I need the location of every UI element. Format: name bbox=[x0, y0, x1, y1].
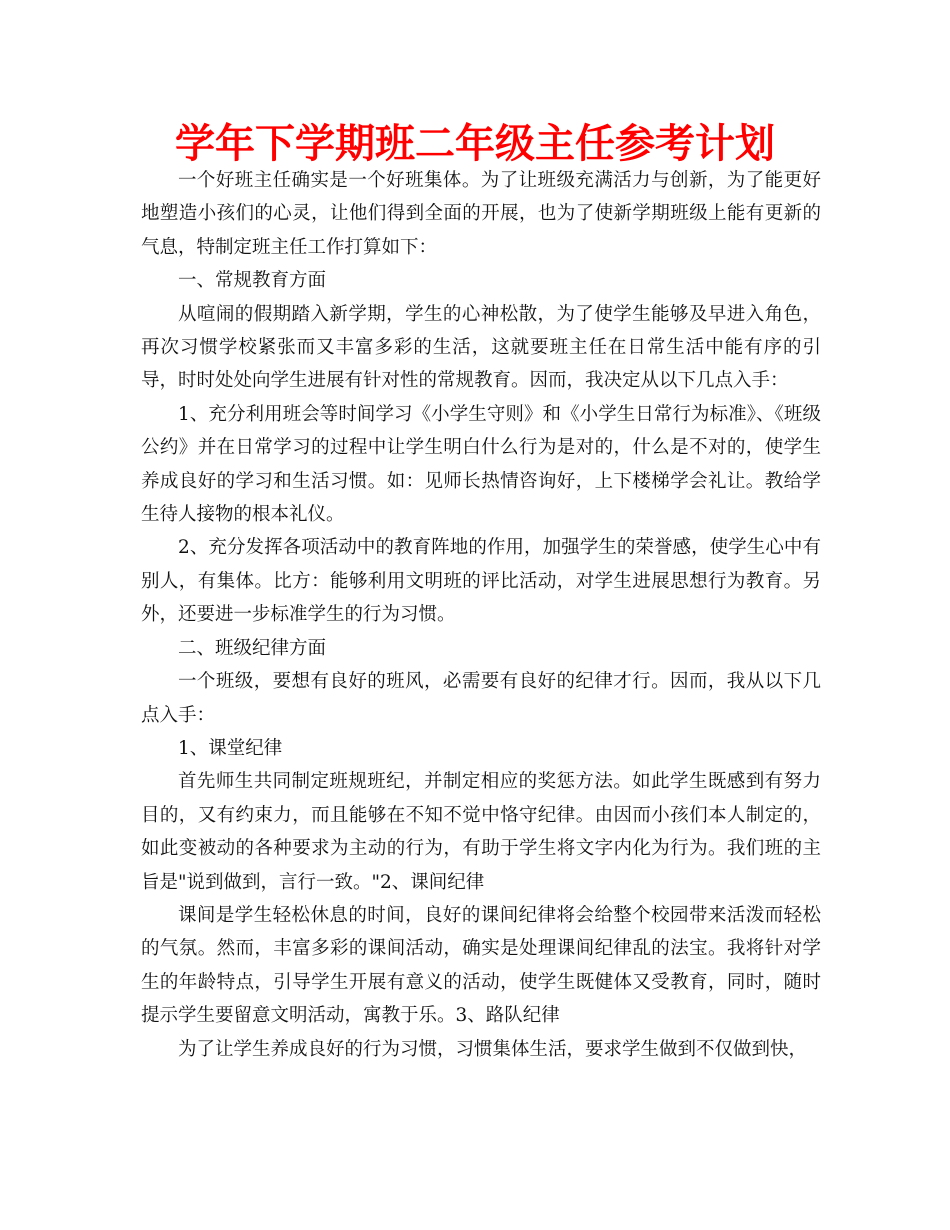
heading-routine-education: 一、常规教育方面 bbox=[178, 270, 327, 292]
paragraph-classroom-discipline: 首先师生共同制定班规班纪，并制定相应的奖惩方法。如此学生既感到有努力目的，又有约束力，而且能够在不知不觉中恪守纪律。由因而小孩们本人制定的，如此变被动的各种要求为主动的行为，有助于学生将文字内化为行为。我们班的主旨是"说到做到，言行一致。"2、课间纪律 bbox=[141, 771, 821, 893]
document-body bbox=[141, 164, 821, 1066]
paragraph-routine-item-2: 2、充分发挥各项活动中的教育阵地的作用，加强学生的荣誉感，使学生心中有别人，有集体。比方：能够利用文明班的评比活动，对学生进展思想行为教育。另外，还要进一步标准学生的行为习惯。 bbox=[141, 537, 821, 626]
paragraph-class-discipline: 一个班级，要想有良好的班风，必需要有良好的纪律才行。因而，我从以下几点入手： bbox=[141, 671, 821, 726]
paragraph-intro: 一个好班主任确实是一个好班集体。为了让班级充满活力与创新，为了能更好地塑造小孩们的心灵，让他们得到全面的开展，也为了使新学期班级上能有更新的气息，特制定班主任工作打算如下： bbox=[141, 170, 821, 258]
paragraph-queue-discipline: 为了让学生养成良好的行为习惯，习惯集体生活，要求学生做到不仅做到快， bbox=[178, 1038, 808, 1060]
heading-class-discipline: 二、班级纪律方面 bbox=[178, 637, 327, 659]
heading-classroom-discipline: 1、课堂纪律 bbox=[178, 737, 283, 759]
paragraph-routine-education: 从喧闹的假期踏入新学期，学生的心神松散，为了使学生能够及早进入角色，再次习惯学校紧张而又丰富多彩的生活，这就要班主任在日常生活中能有序的引导，时时处处向学生进展有针对性的常规教育。因而，我决定从以下几点入手： bbox=[141, 303, 821, 392]
paragraph-routine-item-1: 1、充分利用班会等时间学习《小学生守则》和《小学生日常行为标准》、《班级公约》并在日常学习的过程中让学生明白什么行为是对的，什么是不对的，使学生养成良好的学习和生活习惯。如：见师长热情咨询好，上下楼梯学会礼让。教给学生待人接物的根本礼仪。 bbox=[141, 403, 821, 526]
document-title: 学年下学期班二年级主任参考计划 bbox=[175, 121, 775, 167]
paragraph-break-discipline: 课间是学生轻松休息的时间，良好的课间纪律将会给整个校园带来活泼而轻松的气氛。然而，丰富多彩的课间活动，确实是处理课间纪律乱的法宝。我将针对学生的年龄特点，引导学生开展有意义的活动，使学生既健体又受教育，同时，随时提示学生要留意文明活动，寓教于乐。3、路队纪律 bbox=[141, 904, 821, 1027]
